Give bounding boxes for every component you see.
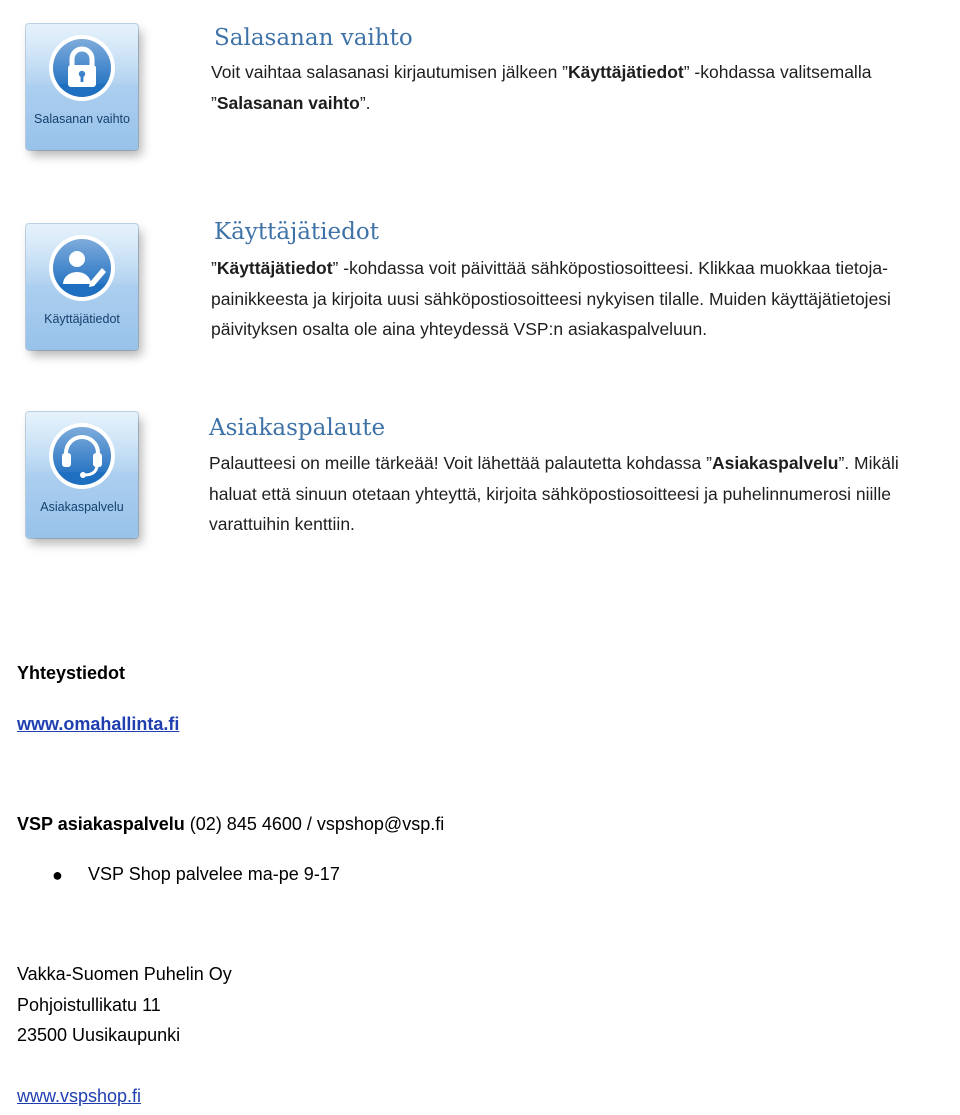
- user-edit-icon: [46, 232, 118, 304]
- bullet-icon: ●: [52, 865, 63, 885]
- section-title-user-details: Käyttäjätiedot: [214, 219, 379, 245]
- customer-service-contact: (02) 845 4600 / vspshop@vsp.fi: [184, 814, 445, 834]
- tile-label: Käyttäjätiedot: [44, 312, 120, 326]
- section-title-feedback: Asiakaspalaute: [209, 415, 386, 441]
- postal-city: 23500 Uusikaupunki: [17, 1025, 181, 1045]
- company-name: Vakka-Suomen Puhelin Oy: [17, 964, 232, 984]
- vspshop-link[interactable]: www.vspshop.fi: [17, 1086, 142, 1106]
- section-body-feedback: Palautteesi on meille tärkeää! Voit lähettää palautetta kohdassa ”Asiakaspalvelu”. Mikäli haluat että sinuun otetaan yhteyttä, kirjoita sähköpostiosoitteesi ja puhelinnumerosi niille varattuihin kenttiin.: [209, 453, 899, 534]
- customer-service-tile: [26, 412, 138, 538]
- customer-service-line: [17, 814, 444, 835]
- shop-site-line: [17, 1086, 141, 1107]
- section-title-password: Salasanan vaihto: [214, 25, 413, 51]
- customer-service-label: VSP asiakaspalvelu: [17, 814, 185, 834]
- password-change-tile: [26, 24, 138, 150]
- section-body-password: Voit vaihtaa salasanasi kirjautumisen jälkeen ”Käyttäjätiedot” -kohdassa valitsemalla ”Salasanan vaihto”.: [211, 62, 872, 113]
- opening-hours: VSP Shop palvelee ma-pe 9-17: [88, 864, 340, 884]
- omahallinta-link[interactable]: www.omahallinta.fi: [17, 714, 180, 734]
- contact-site-line: [17, 714, 179, 735]
- street-address: Pohjoistullikatu 11: [17, 995, 161, 1015]
- section-body-user-details: ”Käyttäjätiedot” -kohdassa voit päivittää sähköpostiosoitteesi. Klikkaa muokkaa tietoja-painikkeesta ja kirjoita uusi sähköpostiosoitteesi nykyisen tilalle. Muiden käyttäjätietojesi päivityksen osalta ole aina yhteydessä VSP:n asiakaspalveluun.: [211, 258, 891, 339]
- padlock-icon: [46, 32, 118, 104]
- tile-label: Asiakaspalvelu: [40, 500, 124, 514]
- tile-label: Salasanan vaihto: [34, 112, 130, 126]
- headset-icon: [46, 420, 118, 492]
- contact-heading: Yhteystiedot: [17, 663, 126, 683]
- user-details-tile: [26, 224, 138, 350]
